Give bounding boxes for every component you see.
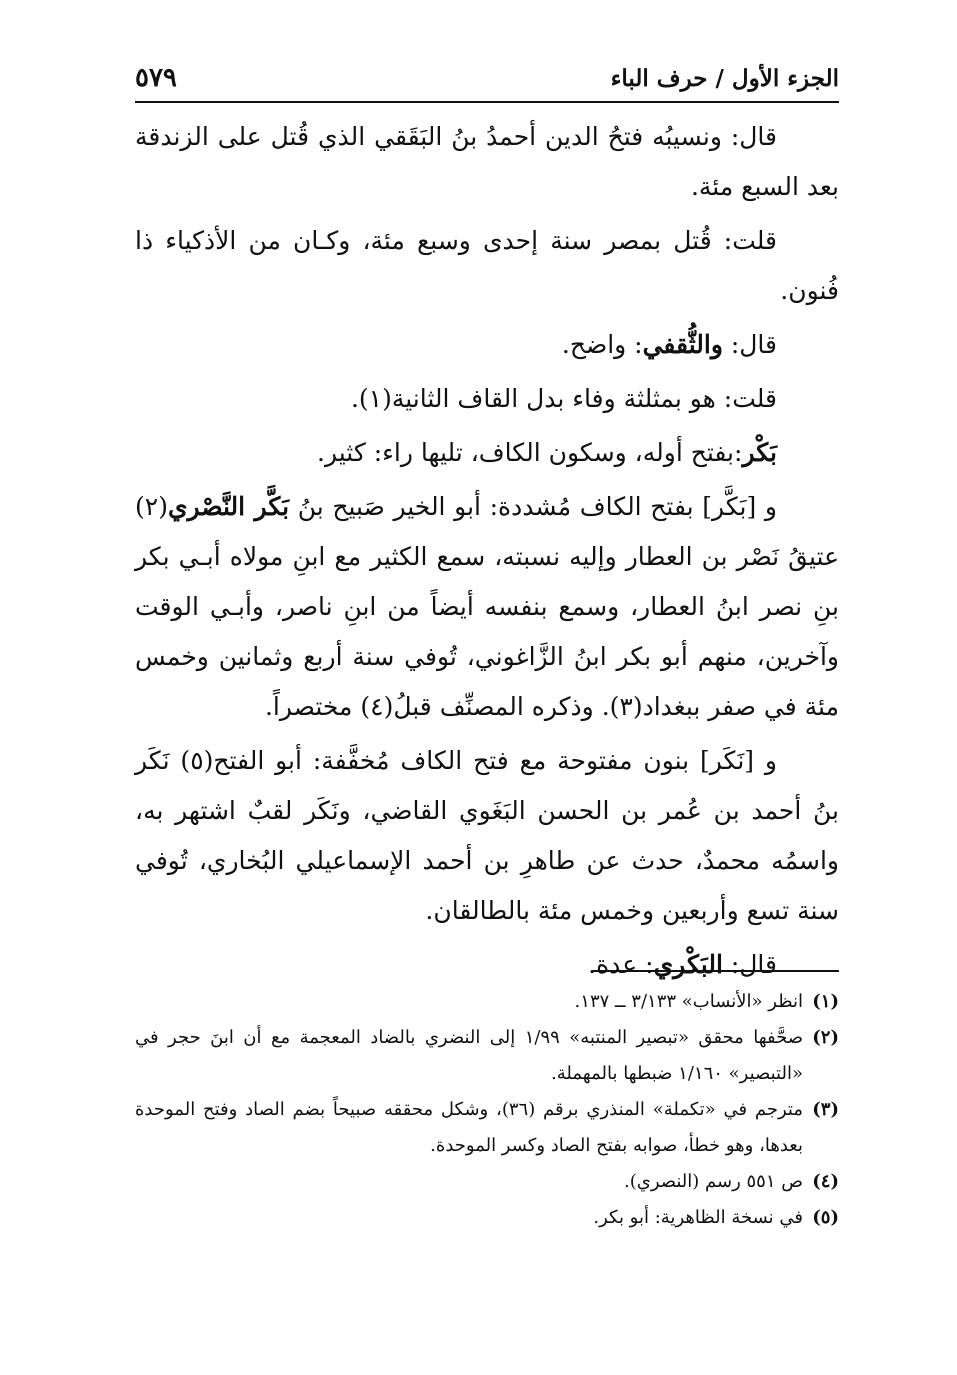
- paragraph-3: [135, 320, 839, 370]
- footnote: [135, 1020, 839, 1092]
- paragraph-6-rest: (٢) عتيقُ نَصْر بن العطار وإليه نسبته، سمع الكثير مع ابنِ مولاه أبـي بكر بنِ نصر ابنُ العطار، وسمع بنفسه أيضاً من ابنِ ناصر، وأبـي الوقت وآخرين، منهم أبو بكر ابنُ الزَّاغوني، تُوفي سنة أربع وثمانين وخمس مئة في صفر ببغداد(٣). وذكره المصنِّف قبلُ(٤) مختصراً.: [135, 492, 839, 721]
- footnote-number: (٢): [812, 1027, 839, 1048]
- paragraph-1: قال: ونسيبُه فتحُ الدين أحمدُ بنُ البَقَقي الذي قُتل على الزندقة بعد السبع مئة.: [135, 122, 839, 201]
- paragraph-8-term: البَكْري: [653, 950, 723, 979]
- header-rule: [135, 101, 839, 103]
- footnote-text: انظر «الأنساب» ٣/١٣٣ ــ ١٣٧.: [574, 991, 803, 1012]
- footnote: [135, 1200, 839, 1236]
- footnote-text: مترجم في «تكملة» المنذري برقم (٣٦)، وشكل محققه صبيحاً بضم الصاد وفتح الموحدة بعدها، وهو خطأ، صوابه بفتح الصاد وكسر الموحدة.: [135, 1099, 804, 1156]
- footnote: [135, 984, 839, 1020]
- paragraph-5: [135, 428, 839, 478]
- running-title: الجزء الأول / حرف الباء: [610, 64, 839, 92]
- main-text: [135, 112, 839, 994]
- paragraph-4: قلت: هو بمثلثة وفاء بدل القاف الثانية(١).: [350, 384, 777, 413]
- footnote: [135, 1164, 839, 1200]
- paragraph-8-label: قال:: [730, 950, 777, 979]
- footnote-number: (١): [812, 991, 839, 1012]
- paragraph-5-rest: :بفتح أوله، وسكون الكاف، تليها راء: كثير.: [317, 438, 743, 467]
- footnote-text: ص ٥٥١ رسم (النصري).: [623, 1171, 803, 1192]
- paragraph-2: قلت: قُتل بمصر سنة إحدى وسبع مئة، وكـان من الأذكياء ذا فُنون.: [135, 226, 839, 305]
- paragraph-8-rest: : عدة.: [588, 950, 654, 979]
- paragraph-8: [135, 940, 839, 990]
- page-header: [135, 58, 839, 98]
- paragraph-5-term: بَكْر: [742, 438, 777, 467]
- paragraph-7: و [نَكَر] بنون مفتوحة مع فتح الكاف مُخفَّفة: أبو الفتح(٥) نَكَر بنُ أحمد بن عُمر بن الحسن البَغَوي القاضي، ونَكَر لقبٌ اشتهر به، واسمُه محمدٌ، حدث عن طاهرِ بن أحمد الإسماعيلي البُخاري، تُوفي سنة تسع وأربعين وخمس مئة بالطالقان.: [135, 746, 839, 925]
- page-number: ٥٧٩: [135, 63, 177, 93]
- footnote-number: (٥): [812, 1207, 839, 1228]
- footnote-rule: [593, 970, 839, 972]
- paragraph-3-term: والثُّقفي: [642, 330, 723, 359]
- footnote-number: (٣): [812, 1099, 839, 1120]
- paragraph-6-intro: و [بَكَّر] بفتح الكاف مُشددة: أبو الخير صَبيح بنُ: [297, 492, 777, 521]
- paragraph-6-term: بَكَّر النَّصْري: [167, 492, 290, 521]
- footnote-text: صحَّفها محقق «تبصير المنتبه» ١/٩٩ إلى النضري بالضاد المعجمة مع أن ابنَ حجر في «التبصير» ١/١٦٠ ضبطها بالمهملة.: [135, 1027, 803, 1084]
- footnotes: [135, 984, 839, 1236]
- footnote: [135, 1092, 839, 1164]
- paragraph-6: [135, 482, 839, 732]
- paragraph-3-label: قال:: [730, 330, 777, 359]
- footnote-number: (٤): [812, 1171, 839, 1192]
- paragraph-3-rest: : واضح.: [561, 330, 643, 359]
- footnote-text: في نسخة الظاهرية: أبو بكر.: [593, 1207, 803, 1228]
